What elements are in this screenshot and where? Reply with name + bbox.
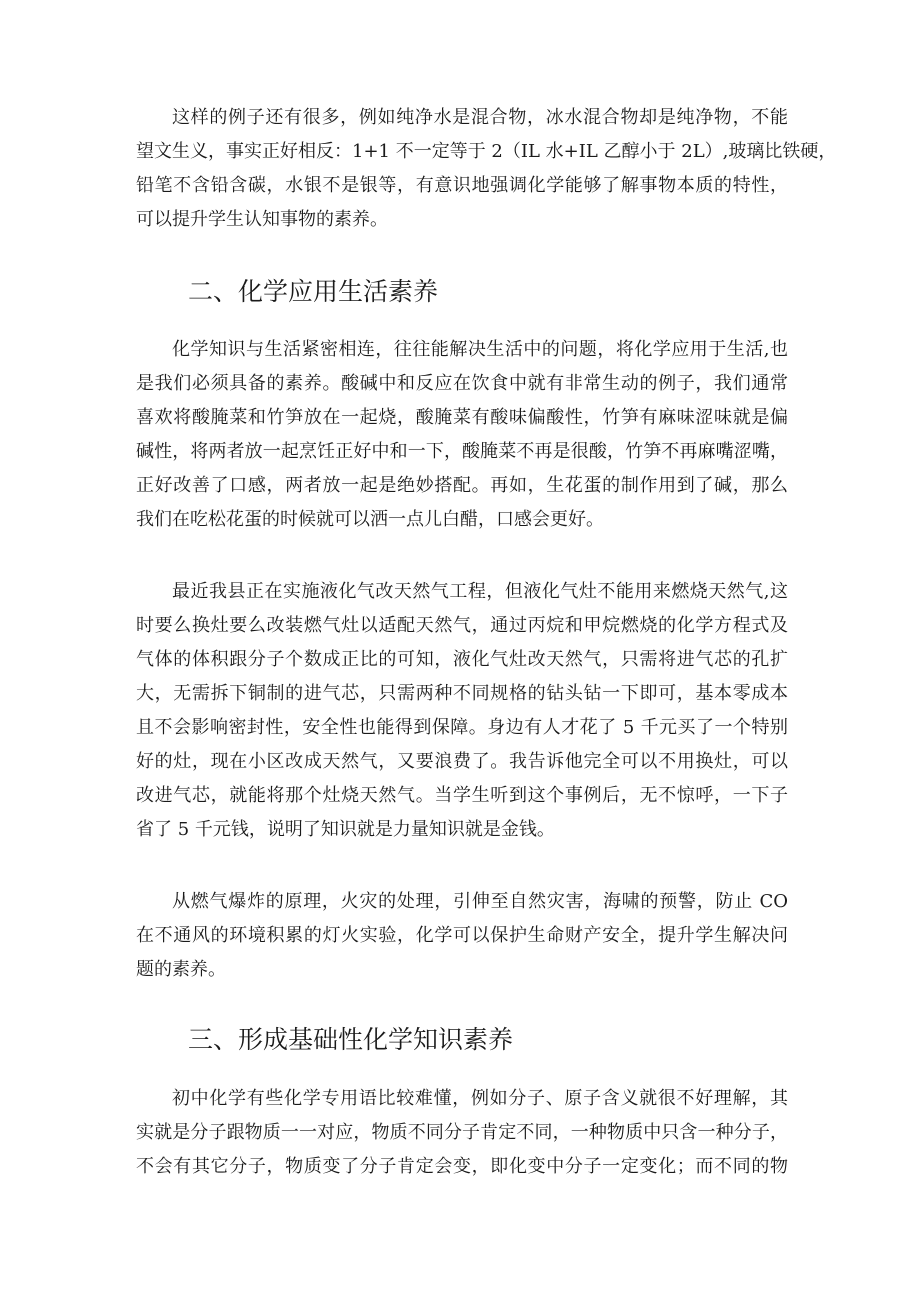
text-line: 改进气芯，就能将那个灶烧天然气。当学生听到这个事例后，无不惊呼，一下子 — [136, 785, 788, 806]
text-line: 喜欢将酸腌菜和竹笋放在一起烧，酸腌菜有酸味偏酸性，竹笋有麻味涩味就是偏 — [136, 407, 788, 428]
paragraph-life-application — [136, 333, 788, 537]
text-line: 初中化学有些化学专用语比较难懂，例如分子、原子含义就很不好理解，其 — [172, 1088, 788, 1109]
text-line: 铅笔不含铅含碳，水银不是银等，有意识地强调化学能够了解事物本质的特性， — [136, 175, 788, 196]
text-line: 在不通风的环境积累的灯火实验，化学可以保护生命财产安全，提升学生解决问 — [136, 925, 788, 946]
text-line: 好的灶，现在小区改成天然气，又要浪费了。我告诉他完全可以不用换灶，可以 — [136, 751, 788, 772]
text-line: 且不会影响密封性，安全性也能得到保障。身边有人才花了 5 千元买了一个特别 — [136, 717, 788, 738]
text-line: 大，无需拆下铜制的进气芯，只需两种不同规格的钻头钻一下即可，基本零成本 — [136, 683, 788, 704]
paragraph-safety — [136, 885, 788, 987]
text-line: 可以提升学生认知事物的素养。 — [136, 209, 388, 230]
text-line: 望文生义，事实正好相反：1+1 不一定等于 2（IL 水+IL 乙醇小于 2L）,玻璃比铁硬， — [136, 141, 837, 162]
text-line: 化学知识与生活紧密相连，往往能解决生活中的问题，将化学应用于生活,也 — [172, 339, 788, 360]
paragraph-basic-knowledge — [136, 1082, 788, 1184]
text-line: 气体的体积跟分子个数成正比的可知，液化气灶改天然气，只需将进气芯的孔扩 — [136, 649, 788, 670]
text-line: 最近我县正在实施液化气改天然气工程，但液化气灶不能用来燃烧天然气,这 — [172, 581, 788, 602]
text-line: 实就是分子跟物质一一对应，物质不同分子肯定不同，一种物质中只含一种分子， — [136, 1122, 788, 1143]
text-line: 是我们必须具备的素养。酸碱中和反应在饮食中就有非常生动的例子，我们通常 — [136, 373, 788, 394]
section-heading-3: 三、形成基础性化学知识素养 — [188, 1025, 514, 1054]
text-line: 从燃气爆炸的原理，火灾的处理，引伸至自然灾害，海啸的预警，防止 CO — [172, 891, 788, 912]
text-line: 碱性，将两者放一起烹饪正好中和一下，酸腌菜不再是很酸，竹笋不再麻嘴涩嘴， — [136, 441, 788, 462]
text-line: 时要么换灶要么改装燃气灶以适配天然气，通过丙烷和甲烷燃烧的化学方程式及 — [136, 615, 788, 636]
section-heading-2: 二、化学应用生活素养 — [188, 277, 439, 306]
text-line: 我们在吃松花蛋的时候就可以洒一点儿白醋，口感会更好。 — [136, 509, 604, 530]
text-line: 不会有其它分子，物质变了分子肯定会变，即化变中分子一定变化；而不同的物 — [136, 1156, 788, 1177]
text-line: 正好改善了口感，两者放一起是绝妙搭配。再如，生花蛋的制作用到了碱，那么 — [136, 475, 788, 496]
paragraph-gas-stove — [136, 575, 788, 847]
paragraph-examples — [136, 101, 837, 237]
text-line: 省了 5 千元钱，说明了知识就是力量知识就是金钱。 — [136, 819, 555, 840]
text-line: 题的素养。 — [136, 959, 226, 980]
text-line: 这样的例子还有很多，例如纯净水是混合物，冰水混合物却是纯净物，不能 — [172, 107, 788, 128]
